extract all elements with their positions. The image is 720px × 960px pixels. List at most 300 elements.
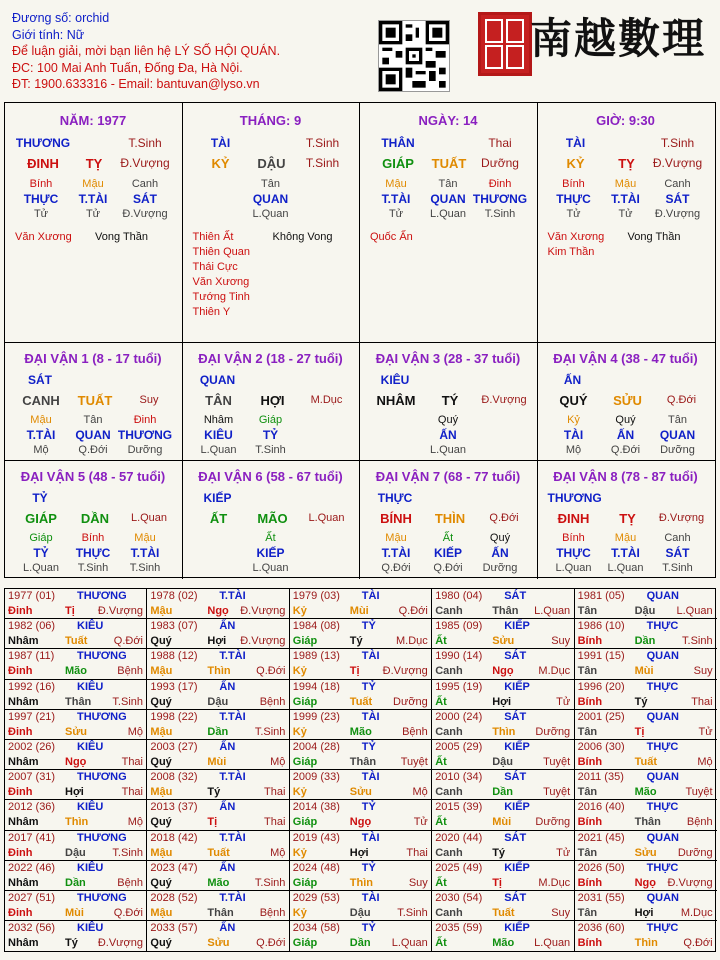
year-ten-god: KIÊU [77,801,104,814]
dai-van-cell [5,343,183,461]
year-cell [575,800,717,830]
year-stem: Canh [435,846,463,859]
year-stage: Mộ [127,816,143,829]
dai-van-ten-god: THỰC [377,491,413,505]
year-stage: T.Sinh [397,907,428,919]
year-cell [5,921,147,951]
year-branch: Ngọ [634,876,656,889]
pillar-ten-god: TÀI [210,136,231,150]
dai-van-cell [538,343,716,461]
year-branch: Dần [634,635,656,648]
pillar-hidden-god: QUAN [430,192,466,206]
year-stage: Q.Đới [398,605,428,617]
year-label: 2017 (41) [8,831,56,844]
dai-van-hidden-stage: L.Quan [555,562,592,574]
pillar-hidden-stage: L.Quan [252,208,289,220]
dai-van-title: ĐẠI VẬN 8 (78 - 87 tuổi) [553,469,698,484]
dai-van-hidden-stem: Bính [81,532,105,544]
year-stem: Đinh [8,725,33,738]
year-label: 2018 (42) [150,831,198,844]
year-ten-god: T.TÀI [219,892,246,904]
year-stem: Canh [435,725,463,738]
year-cell [290,861,432,891]
year-branch: Dậu [492,756,513,768]
year-branch: Dần [349,937,371,950]
year-stage: Bệnh [686,816,713,829]
year-cell [432,800,574,830]
year-stage: Suy [551,635,571,648]
year-branch: Tị [349,665,360,678]
year-label: 1987 (11) [8,650,55,663]
year-stem: Đinh [8,605,33,617]
year-label: 1989 (13) [292,650,340,663]
year-stem: Nhâm [8,695,39,708]
pillar-stem: ĐINH [27,156,59,171]
year-branch: Mùi [634,665,654,678]
year-stem: Đinh [8,786,33,799]
year-branch: Mùi [492,816,512,829]
year-cell [147,891,289,921]
dai-van-stage: Q.Đới [489,512,519,524]
year-stem: Mậu [150,605,173,617]
dai-van-cell [360,461,538,579]
year-stem: Nhâm [8,876,39,889]
year-cell [147,710,289,740]
year-stage: Thai [263,816,286,829]
year-stage: Đ.Vượng [240,635,286,648]
dai-van-hidden-stage: L.Quan [607,562,644,574]
year-ten-god: THỰC [646,620,679,633]
dai-van-hidden-stem: Tân [83,414,103,426]
year-ten-god: THỰC [646,861,679,874]
year-label: 1993 (17) [150,680,198,693]
pillar-stage-top: T.Sinh [128,136,162,150]
year-cell [575,710,717,740]
dai-van-hidden-stem: Ất [265,532,276,544]
pillar-hidden-god: SÁT [133,192,157,206]
year-label: 1988 (12) [150,650,198,663]
year-cell [147,649,289,679]
year-stage: Mộ [270,846,286,859]
year-branch: Tý [207,786,221,799]
year-branch: Tý [634,695,648,708]
dai-van-ten-god: QUAN [199,373,236,387]
year-branch: Ngọ [492,665,514,678]
year-stem: Đinh [8,907,33,919]
year-ten-god: KIẾP [504,680,530,693]
year-stem: Giáp [292,756,318,768]
dai-van-hidden-stem: Giáp [258,414,283,426]
year-branch: Tuất [634,756,657,768]
dai-van-stage: L.Quan [130,512,168,524]
year-branch: Hợi [207,635,227,648]
year-ten-god: SÁT [504,650,527,663]
year-ten-god: QUAN [646,892,679,904]
year-label: 2011 (35) [577,771,624,784]
year-cell [432,770,574,800]
year-stage: Q.Đới [256,665,286,678]
dai-van-ten-god: THƯƠNG [547,491,602,505]
year-ten-god: TÀI [361,831,380,844]
year-label: 2009 (33) [292,771,340,784]
pillar-hidden-stem: Mậu [82,178,104,190]
dai-van-stem: QUÝ [559,393,588,408]
year-ten-god: THƯƠNG [77,650,127,663]
pillar-hidden-stage: Tử [85,208,101,220]
dai-van-hidden-stage: Mộ [33,444,49,456]
year-stage: Bệnh [117,665,143,678]
year-branch: Dậu [349,907,371,919]
year-stem: Tân [577,605,598,617]
year-cell [575,921,717,951]
year-branch: Dần [207,725,229,738]
pillar-hidden-god: THƯƠNG [472,192,528,206]
year-ten-god: THỰC [646,741,679,753]
year-stem: Canh [435,665,463,678]
year-stem: Giáp [292,635,318,648]
year-label: 2036 (60) [577,922,625,935]
year-stage: Q.Đới [113,907,143,919]
year-label: 1985 (09) [435,620,483,633]
year-branch: Thìn [492,725,516,738]
year-branch: Mùi [65,907,84,919]
year-stage: Mộ [697,756,713,768]
year-stem: Canh [435,605,463,617]
year-label: 2026 (50) [577,861,625,874]
chart-grid [4,102,716,578]
year-branch: Ngọ [65,756,87,768]
year-cell [432,921,574,951]
year-stage: Dưỡng [535,816,571,829]
year-stage: Đ.Vượng [97,937,143,950]
year-label: 1986 (10) [577,620,625,633]
year-branch: Tý [349,635,363,648]
year-stage: Dưỡng [393,695,428,708]
year-stem: Giáp [292,876,318,889]
year-branch: Tuất [349,695,373,708]
year-stage: Dưỡng [535,725,571,738]
year-branch: Thân [65,695,92,708]
year-stage: Tử [556,695,571,708]
pillar-hidden-stage: Tử [618,208,633,220]
year-label: 2010 (34) [435,771,483,784]
year-stage: Tử [698,725,713,738]
dai-van-hidden-stage: Q.Đới [610,444,641,456]
dai-van-title: ĐẠI VẬN 4 (38 - 47 tuổi) [553,351,698,366]
year-stem: Kỷ [292,846,307,859]
year-stage: Đ.Vượng [97,605,143,617]
dai-van-hidden-stage: Q.Đới [78,444,108,456]
year-stem: Mậu [150,725,173,738]
year-stem: Đinh [8,665,33,678]
dai-van-stem: GIÁP [25,511,57,526]
year-label: 2013 (37) [150,801,198,814]
year-stem: Giáp [292,937,318,950]
pillar-star: Thiên Y [192,306,231,318]
dai-van-cell [5,461,183,579]
year-cell [575,649,717,679]
year-label: 2023 (47) [150,861,198,874]
dai-van-title: ĐẠI VẬN 2 (18 - 27 tuổi) [198,351,343,366]
year-cell [5,619,147,649]
year-ten-god: QUAN [646,771,679,784]
year-branch: Tị [65,605,75,617]
year-cell [147,589,289,619]
year-ten-god: KIẾP [504,922,530,935]
year-cell [432,740,574,770]
year-ten-god: THƯƠNG [77,892,127,904]
year-stem: Nhâm [8,816,39,829]
year-cell [5,649,147,679]
qr-code-icon [378,20,450,92]
year-label: 1991 (15) [577,650,625,663]
pillar-title: NĂM: 1977 [59,113,127,128]
year-ten-god: ẤN [219,922,236,935]
dai-van-branch: DẦN [80,511,110,526]
phone-email-line: ĐT: 1900.633316 - Email: bantuvan@lyso.vn [12,77,260,91]
year-stem: Bính [577,756,603,768]
year-branch: Sửu [492,635,515,648]
year-stage: Mộ [412,786,428,799]
year-stem: Kỷ [292,725,307,738]
pillar-hidden-stem: Mậu [385,178,407,190]
dai-van-stem: ĐINH [557,511,590,526]
year-ten-god: THƯƠNG [77,710,127,723]
year-cell [147,831,289,861]
pillar-stage: T.Sinh [305,156,340,170]
year-stem: Bính [577,635,603,648]
year-cell [432,891,574,921]
year-branch: Tý [492,846,506,859]
dai-van-hidden-stem: Mậu [385,532,407,544]
year-ten-god: KIÊU [77,620,104,633]
year-cell [575,831,717,861]
year-branch: Mùi [207,756,227,768]
year-branch: Tị [207,816,218,829]
year-label: 2033 (57) [150,922,198,935]
year-ten-god: KIÊU [77,741,104,753]
pillar-title: NGÀY: 14 [418,113,478,128]
year-label: 2029 (53) [292,892,340,904]
year-stage: Mộ [270,756,286,768]
year-label: 2008 (32) [150,771,198,784]
year-ten-god: TÀI [361,650,380,663]
year-branch: Tuất [492,907,515,919]
pillar-hidden-stage: Tử [566,208,581,220]
year-stage: Thai [691,695,713,708]
year-cell [290,800,432,830]
dai-van-hidden-stage: Dưỡng [660,444,695,456]
year-label: 2032 (56) [8,922,56,935]
dai-van-stem: CANH [22,393,60,408]
year-ten-god: TÀI [361,710,380,723]
pillar-hidden-god: T.TÀI [381,192,411,206]
year-stem: Quý [150,816,172,829]
pillar-hidden-stem: Canh [664,178,691,190]
year-stage: Thai [406,846,428,859]
year-ten-god: KIẾP [504,861,530,874]
pillar-star: Văn Xương [547,231,605,243]
year-cell [147,921,289,951]
year-stem: Giáp [292,816,318,829]
year-stage: M.Dục [396,635,428,648]
year-label: 1998 (22) [150,710,198,723]
year-branch: Mão [634,786,657,799]
year-cell [5,740,147,770]
year-stage: M.Dục [538,665,571,678]
dai-van-cell [538,461,716,579]
year-stage: Tử [413,816,428,829]
dai-van-ten-god: ẤN [563,373,582,387]
year-label: 2005 (29) [435,741,483,753]
year-stage: T.Sinh [112,695,143,708]
year-branch: Dậu [207,695,229,708]
year-stage: L.Quan [391,937,428,950]
dai-van-hidden-stage: Dưỡng [127,444,163,456]
year-stage: T.Sinh [254,725,286,738]
year-branch: Thìn [65,816,89,829]
dai-van-hidden-god: KIẾP [433,546,462,560]
year-cell [5,770,147,800]
year-stage: Đ.Vượng [382,665,428,678]
year-stem: Ất [435,756,447,768]
dai-van-stage: L.Quan [308,512,345,524]
year-cell [5,680,147,710]
year-label: 1979 (03) [292,590,340,602]
year-stem: Bính [577,816,603,829]
year-branch: Thìn [207,665,231,678]
year-cell [432,831,574,861]
year-ten-god: T.TÀI [219,590,246,602]
pillar-star: Quốc Ấn [370,231,413,243]
year-cell [575,680,717,710]
dai-van-hidden-stem: Ất [442,532,454,544]
year-ten-god: TỶ [361,620,376,633]
pillar-title: GIỜ: 9:30 [596,113,655,128]
address-line: ĐC: 100 Mai Anh Tuấn, Đống Đa, Hà Nội. [12,60,243,75]
year-cell [5,589,147,619]
dai-van-branch: TUẤT [77,393,113,408]
year-stem: Bính [577,937,603,950]
year-cell [432,861,574,891]
year-stage: M.Dục [680,907,713,919]
year-cell [290,891,432,921]
dai-van-title: ĐẠI VẬN 3 (28 - 37 tuổi) [375,351,521,366]
year-branch: Hợi [634,907,654,919]
pillar-star: Không Vong [272,231,333,243]
year-cell [290,770,432,800]
dai-van-hidden-god: THỰC [556,546,591,560]
pillar-hidden-stem: Tân [261,178,280,190]
year-cell [5,831,147,861]
pillar-hidden-god: THỰC [23,192,59,206]
dai-van-stage: Đ.Vượng [658,512,705,524]
year-ten-god: ẤN [219,861,236,874]
year-branch: Tuất [207,846,230,859]
year-cell [432,619,574,649]
year-ten-god: T.TÀI [219,710,246,723]
pillar-title: THÁNG: 9 [239,113,302,128]
dai-van-hidden-stem: Nhâm [203,414,234,426]
dai-van-hidden-god: KIẾP [256,546,285,560]
year-ten-god: THƯƠNG [77,831,127,844]
year-stem: Mậu [150,665,173,678]
pillar-hidden-stem: Tân [438,178,458,190]
dai-van-branch: TỴ [619,511,636,526]
year-cell [575,891,717,921]
year-stage: Thai [263,786,286,799]
year-branch: Thìn [349,876,374,889]
pillar-hidden-god: THỰC [556,192,591,206]
dai-van-hidden-god: T.TÀI [26,428,56,442]
year-label: 2004 (28) [292,741,340,753]
pillar-branch: TUẤT [431,156,467,171]
year-branch: Tý [65,937,78,950]
dai-van-hidden-stem: Mậu [30,414,52,426]
pillar-ten-god: TÀI [565,136,586,150]
year-cell [5,861,147,891]
year-label: 1984 (08) [292,620,340,633]
year-ten-god: TỶ [361,861,376,874]
year-cell [147,861,289,891]
dai-van-ten-god: KIẾP [203,491,232,505]
pillar-star: Văn Xương [192,276,250,288]
year-branch: Sửu [65,725,88,738]
year-label: 2016 (40) [577,801,625,814]
year-label: 2024 (48) [292,861,340,874]
dai-van-hidden-god: QUAN [659,428,696,442]
dai-van-stage: M.Dục [310,394,343,406]
dai-van-hidden-god: T.TÀI [611,546,640,560]
year-stage: L.Quan [534,937,571,950]
year-ten-god: ẤN [219,620,236,633]
dai-van-hidden-stem: Tân [668,414,687,426]
dai-van-branch: THÌN [434,511,466,526]
year-cell [432,649,574,679]
year-branch: Thìn [634,937,658,950]
year-cell [5,710,147,740]
year-branch: Sửu [207,937,230,950]
year-label: 2014 (38) [292,801,340,814]
dai-van-cell [183,461,361,579]
year-stem: Ất [435,635,447,648]
pillar-hidden-stem: Bính [29,178,53,190]
year-stem: Ất [435,937,447,950]
dai-van-hidden-stage: T.Sinh [255,444,286,456]
year-label: 2019 (43) [292,831,340,844]
pillar-stage-top: T.Sinh [660,136,695,150]
year-branch: Mão [65,665,87,678]
year-stem: Nhâm [8,756,39,768]
pillar-hidden-stage: Tử [33,208,49,220]
dai-van-cell [183,343,361,461]
year-ten-god: SÁT [504,831,527,844]
year-stage: Mộ [127,725,143,738]
year-cell [147,770,289,800]
dai-van-stage: Đ.Vượng [481,394,527,406]
year-stage: Suy [408,876,428,889]
year-stem: Ất [435,816,447,829]
year-stem: Quý [150,876,172,889]
year-label: 1977 (01) [8,590,56,602]
year-cell [290,589,432,619]
pillar-stage-top: Thai [488,136,512,150]
year-ten-god: TỶ [361,801,376,814]
year-label: 2006 (30) [577,741,625,753]
year-label: 1994 (18) [292,680,340,693]
owner-name: Đương số: orchid [12,11,110,25]
year-stage: Tuyệt [400,756,428,768]
